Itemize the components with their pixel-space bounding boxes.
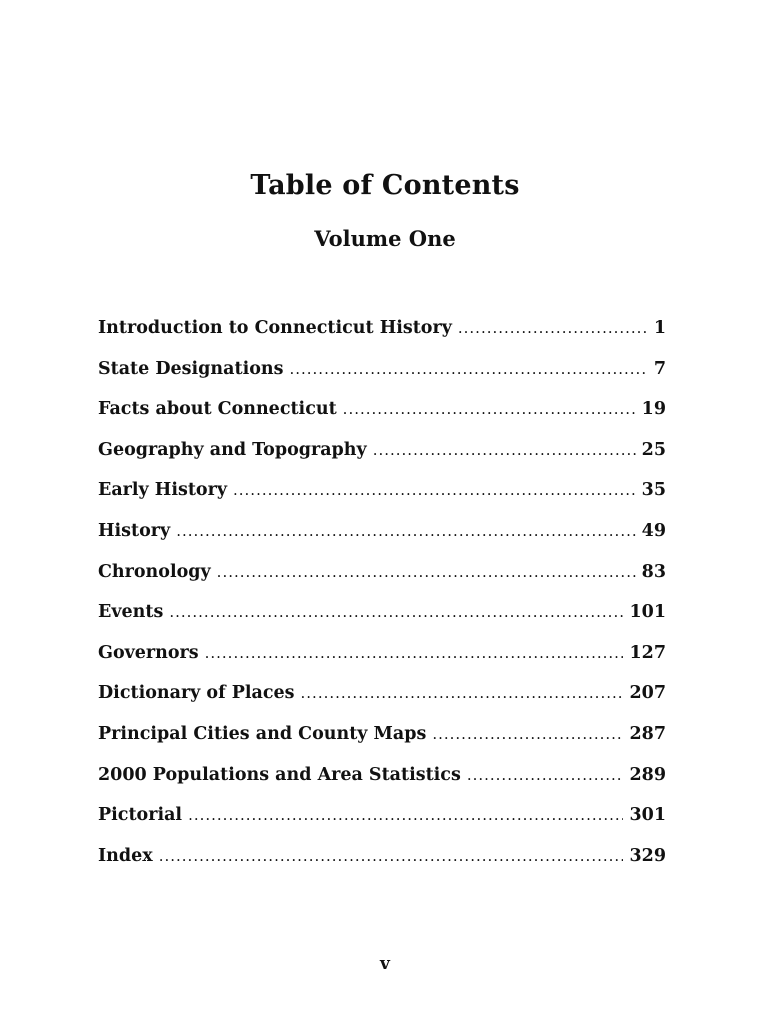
toc-entry-label: 2000 Populations and Area Statistics bbox=[98, 764, 461, 785]
toc-entry-label: Chronology bbox=[98, 561, 211, 582]
toc-entry-label: Pictorial bbox=[98, 805, 183, 826]
toc-entry-label: Geography and Topography bbox=[98, 439, 367, 460]
toc-entry-page: 207 bbox=[629, 683, 666, 704]
dot-leader bbox=[289, 360, 646, 378]
toc-entry-page: 301 bbox=[629, 805, 666, 826]
dot-leader bbox=[301, 684, 624, 702]
dot-leader bbox=[343, 400, 636, 418]
toc-entry-label: Early History bbox=[98, 480, 227, 501]
toc-entry-page: 19 bbox=[641, 399, 666, 420]
toc-entry-page: 25 bbox=[641, 439, 666, 460]
toc-entry-page: 49 bbox=[641, 520, 666, 541]
dot-leader bbox=[467, 766, 624, 784]
dot-leader bbox=[205, 644, 624, 662]
dot-leader bbox=[217, 563, 636, 581]
dot-leader bbox=[432, 725, 623, 743]
toc-entry-history bbox=[98, 521, 666, 562]
toc-entry-dictionary-of-places bbox=[98, 683, 666, 724]
dot-leader bbox=[373, 441, 636, 459]
toc-entry-state-designations bbox=[98, 359, 666, 400]
toc-entry-label: Governors bbox=[98, 642, 199, 663]
dot-leader bbox=[169, 603, 623, 621]
page-number: v bbox=[380, 954, 390, 974]
dot-leader bbox=[176, 522, 635, 540]
toc-entry-page: 1 bbox=[653, 318, 666, 338]
toc-entry-pictorial bbox=[98, 805, 666, 846]
toc-entry-label: Events bbox=[98, 602, 164, 623]
toc-entry-page: 289 bbox=[629, 764, 666, 785]
toc-entry-geography bbox=[98, 440, 666, 481]
toc-entry-label: Principal Cities and County Maps bbox=[98, 723, 427, 744]
table-of-contents-list bbox=[98, 318, 666, 886]
volume-subtitle: Volume One bbox=[314, 226, 456, 251]
toc-entry-principal-cities bbox=[98, 724, 666, 765]
toc-entry-page: 287 bbox=[629, 723, 666, 744]
toc-entry-page: 83 bbox=[641, 561, 666, 582]
toc-entry-page: 35 bbox=[641, 480, 666, 501]
toc-entry-chronology bbox=[98, 562, 666, 603]
toc-entry-facts bbox=[98, 399, 666, 440]
toc-entry-label: Introduction to Connecticut History bbox=[98, 318, 452, 338]
toc-entry-page: 7 bbox=[653, 358, 666, 379]
toc-entry-label: Dictionary of Places bbox=[98, 683, 295, 704]
toc-entry-index bbox=[98, 846, 666, 887]
toc-entry-label: Facts about Connecticut bbox=[98, 399, 337, 420]
toc-entry-page: 329 bbox=[629, 845, 666, 866]
toc-entry-label: State Designations bbox=[98, 358, 284, 379]
toc-entry-events bbox=[98, 602, 666, 643]
dot-leader bbox=[159, 847, 624, 865]
dot-leader bbox=[458, 319, 646, 337]
dot-leader bbox=[233, 481, 636, 499]
toc-entry-early-history bbox=[98, 480, 666, 521]
toc-entry-populations bbox=[98, 765, 666, 806]
toc-entry-page: 101 bbox=[629, 602, 666, 623]
toc-entry-introduction bbox=[98, 318, 666, 359]
dot-leader bbox=[188, 806, 623, 824]
page-title: Table of Contents bbox=[250, 170, 520, 201]
toc-entry-label: History bbox=[98, 520, 171, 541]
toc-entry-governors bbox=[98, 643, 666, 684]
toc-entry-page: 127 bbox=[629, 642, 666, 663]
toc-entry-label: Index bbox=[98, 845, 153, 866]
